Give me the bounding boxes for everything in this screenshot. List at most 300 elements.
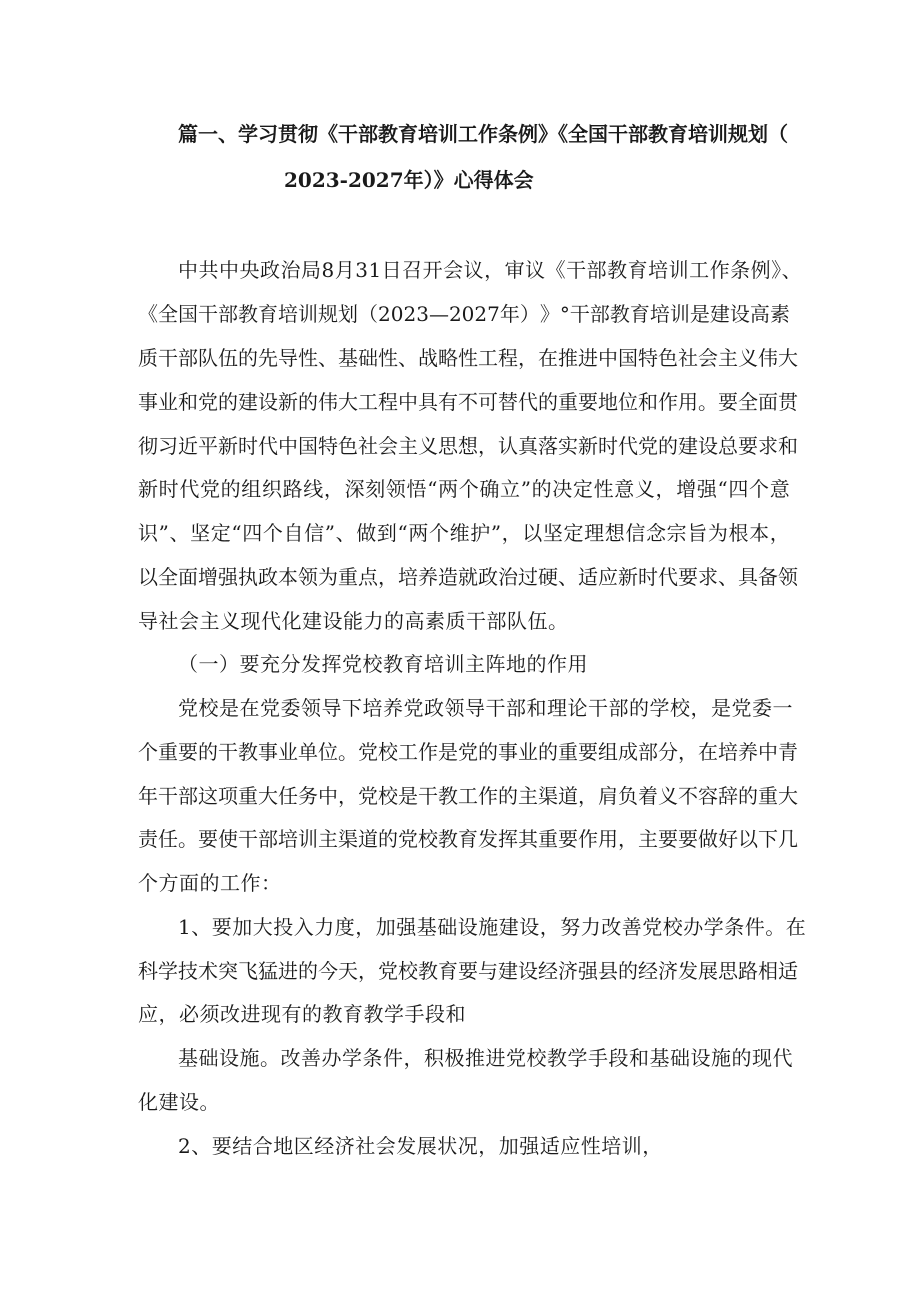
text-glyph: 色 bbox=[338, 434, 358, 458]
text-glyph: 做 bbox=[698, 827, 718, 851]
text-glyph: 训 bbox=[298, 302, 318, 326]
text-glyph: 。 bbox=[698, 390, 718, 414]
text-glyph: 高 bbox=[749, 302, 770, 326]
text-glyph: 时 bbox=[598, 434, 618, 458]
text-glyph: 业 bbox=[158, 390, 178, 414]
text-glyph: 校 bbox=[378, 740, 398, 764]
paragraph-2-line-1: 党校是在党委领导下培养党政领导干部和理论干部的学校，是党委一 bbox=[178, 696, 793, 720]
text-glyph: 代 bbox=[518, 390, 538, 414]
text-glyph: 发 bbox=[678, 959, 698, 983]
text-glyph: 0 bbox=[390, 302, 404, 326]
text-glyph: 义 bbox=[738, 346, 758, 370]
text-glyph: 业 bbox=[278, 740, 298, 764]
text-glyph: 养 bbox=[418, 565, 438, 589]
text-glyph: 发 bbox=[478, 827, 498, 851]
text-glyph: 主 bbox=[398, 434, 418, 458]
text-glyph: 实 bbox=[558, 434, 578, 458]
text-glyph: 作 bbox=[658, 390, 678, 414]
text-glyph: 主 bbox=[518, 784, 538, 808]
text-glyph: 要 bbox=[558, 827, 578, 851]
text-glyph: 队 bbox=[198, 346, 218, 370]
text-glyph: 育 bbox=[258, 302, 278, 326]
text-glyph: 要 bbox=[578, 740, 598, 764]
text-glyph: 以 bbox=[738, 827, 758, 851]
text-glyph: 个 bbox=[749, 477, 770, 501]
text-glyph: 过 bbox=[518, 565, 538, 589]
paragraph-2-line-4 bbox=[138, 827, 798, 851]
text-glyph: 时 bbox=[238, 434, 258, 458]
text-glyph: 本 bbox=[278, 565, 298, 589]
text-glyph: 定 bbox=[572, 477, 593, 501]
text-glyph: 的 bbox=[618, 959, 638, 983]
text-glyph: 宗 bbox=[666, 521, 687, 545]
text-glyph: ” bbox=[490, 521, 502, 545]
text-glyph: 根 bbox=[728, 521, 749, 545]
text-glyph: 点 bbox=[358, 565, 378, 589]
text-glyph: 硬 bbox=[538, 565, 558, 589]
text-glyph: 学 bbox=[158, 959, 178, 983]
text-glyph: 党 bbox=[198, 390, 218, 414]
text-glyph: ， bbox=[323, 477, 344, 501]
text-glyph: 2 bbox=[403, 302, 417, 326]
text-glyph: 应 bbox=[598, 565, 618, 589]
text-glyph: 党 bbox=[199, 477, 220, 501]
text-glyph: 单 bbox=[298, 740, 318, 764]
text-glyph: 部 bbox=[178, 784, 198, 808]
paragraph-1-line-7 bbox=[138, 523, 790, 543]
text-glyph: 会 bbox=[378, 434, 398, 458]
text-glyph: 中 bbox=[758, 740, 778, 764]
text-glyph: 主 bbox=[638, 827, 658, 851]
text-glyph: 意 bbox=[614, 477, 635, 501]
text-glyph: 推 bbox=[558, 346, 578, 370]
text-glyph: 面 bbox=[758, 390, 778, 414]
text-glyph: 要 bbox=[718, 390, 738, 414]
text-glyph: 7 bbox=[487, 302, 500, 326]
text-glyph: 展 bbox=[698, 959, 718, 983]
text-glyph: 坚 bbox=[190, 521, 211, 545]
text-glyph: 培 bbox=[278, 302, 298, 326]
text-glyph: 划 bbox=[338, 302, 358, 326]
text-glyph: ， bbox=[678, 740, 698, 764]
text-glyph: 建 bbox=[238, 390, 258, 414]
text-glyph: 领 bbox=[385, 477, 406, 501]
text-glyph: 国 bbox=[178, 302, 198, 326]
paragraph-1-line-1: 中共中央政治局8月31日召开会议，审议《干部教育培训工作条例》、 bbox=[178, 258, 803, 282]
text-glyph: ， bbox=[769, 521, 790, 545]
text-glyph: 业 bbox=[518, 740, 538, 764]
text-glyph: 想 bbox=[458, 434, 478, 458]
text-glyph: 不 bbox=[458, 390, 478, 414]
text-glyph: 质 bbox=[138, 346, 158, 370]
text-glyph: “ bbox=[397, 521, 408, 545]
text-glyph: 定 bbox=[563, 521, 584, 545]
text-glyph: 教 bbox=[438, 784, 458, 808]
text-glyph: 培 bbox=[649, 302, 670, 326]
paragraph-1-line-4 bbox=[138, 390, 798, 414]
text-glyph: 、 bbox=[718, 565, 738, 589]
text-glyph: 面 bbox=[178, 565, 198, 589]
text-glyph: 战 bbox=[418, 346, 438, 370]
text-glyph: 技 bbox=[178, 959, 198, 983]
text-glyph: 念 bbox=[646, 521, 667, 545]
item-1-line-2 bbox=[138, 959, 798, 983]
text-glyph: 、 bbox=[318, 346, 338, 370]
text-glyph: 辞 bbox=[718, 784, 738, 808]
text-glyph: 事 bbox=[258, 740, 278, 764]
text-glyph: 基 bbox=[338, 346, 358, 370]
text-glyph: 路 bbox=[738, 959, 758, 983]
text-glyph: 重 bbox=[758, 784, 778, 808]
text-glyph: 育 bbox=[458, 827, 478, 851]
text-glyph: 和 bbox=[638, 390, 658, 414]
text-glyph: 增 bbox=[198, 565, 218, 589]
text-glyph: 要 bbox=[658, 827, 678, 851]
text-glyph: 贯 bbox=[778, 390, 798, 414]
text-glyph: 代 bbox=[258, 434, 278, 458]
text-glyph: 的 bbox=[538, 390, 558, 414]
text-glyph: 的 bbox=[220, 477, 241, 501]
text-glyph: 新 bbox=[218, 434, 238, 458]
document-title-line-1: 篇一、学习贯彻《干部教育培训工作条例》《全国干部教育培训规划（ bbox=[178, 122, 788, 146]
text-glyph: ° bbox=[559, 302, 570, 326]
text-glyph: 要 bbox=[738, 434, 758, 458]
text-glyph: 时 bbox=[638, 565, 658, 589]
text-glyph: 设 bbox=[698, 434, 718, 458]
text-glyph: 务 bbox=[298, 784, 318, 808]
text-glyph: 事 bbox=[498, 740, 518, 764]
text-glyph: 是 bbox=[438, 740, 458, 764]
text-glyph: “ bbox=[427, 477, 438, 501]
text-glyph: 程 bbox=[498, 346, 518, 370]
text-glyph: 干 bbox=[198, 302, 218, 326]
text-glyph: 的 bbox=[378, 827, 398, 851]
text-glyph: 校 bbox=[378, 784, 398, 808]
text-glyph: 要 bbox=[458, 959, 478, 983]
text-glyph: 建 bbox=[498, 959, 518, 983]
text-glyph: 到 bbox=[376, 521, 397, 545]
text-glyph: 经 bbox=[538, 959, 558, 983]
text-glyph: 具 bbox=[418, 390, 438, 414]
text-glyph: 的 bbox=[198, 740, 218, 764]
text-glyph: 以 bbox=[522, 521, 543, 545]
text-glyph: 在 bbox=[698, 740, 718, 764]
text-glyph: 2 bbox=[378, 302, 391, 326]
paragraph-2-line-5: 个方面的工作： bbox=[138, 871, 282, 895]
text-glyph: 设 bbox=[258, 390, 278, 414]
text-glyph: 重 bbox=[558, 740, 578, 764]
text-glyph: 础 bbox=[358, 346, 378, 370]
text-glyph: 线 bbox=[303, 477, 324, 501]
text-glyph: 治 bbox=[498, 565, 518, 589]
text-glyph: 济 bbox=[658, 959, 678, 983]
text-glyph: 要 bbox=[678, 565, 698, 589]
text-glyph: 地 bbox=[598, 390, 618, 414]
text-glyph: 相 bbox=[758, 959, 778, 983]
text-glyph: 党 bbox=[398, 827, 418, 851]
item-1-line-1: 1、要加大投入力度，加强基础设施建设，努力改善党校办学条件。在 bbox=[178, 915, 807, 939]
text-glyph: ， bbox=[358, 959, 378, 983]
text-glyph: 习 bbox=[158, 434, 178, 458]
text-glyph: 作 bbox=[578, 827, 598, 851]
text-glyph: 平 bbox=[198, 434, 218, 458]
text-glyph: 0 bbox=[461, 302, 475, 326]
text-glyph: 性 bbox=[458, 346, 478, 370]
text-glyph: 》 bbox=[539, 302, 560, 326]
text-glyph: 、 bbox=[169, 521, 190, 545]
text-glyph: 作 bbox=[418, 740, 438, 764]
text-glyph: 教 bbox=[238, 302, 258, 326]
text-glyph: 伟 bbox=[318, 390, 338, 414]
text-glyph: 2 bbox=[448, 302, 462, 326]
text-glyph: 求 bbox=[758, 434, 778, 458]
text-glyph: 想 bbox=[604, 521, 625, 545]
text-glyph: 理 bbox=[584, 521, 605, 545]
text-glyph: 意 bbox=[769, 477, 790, 501]
text-glyph: 程 bbox=[378, 390, 398, 414]
item-2-line-1: 2、要结合地区经济社会发展状况，加强适应性培训， bbox=[178, 1134, 663, 1158]
text-glyph: 要 bbox=[578, 390, 598, 414]
text-glyph: 做 bbox=[356, 521, 377, 545]
text-glyph: 政 bbox=[478, 565, 498, 589]
text-glyph: 部 bbox=[258, 827, 278, 851]
text-glyph: 项 bbox=[218, 784, 238, 808]
text-glyph: 造 bbox=[438, 565, 458, 589]
text-glyph: 责 bbox=[138, 827, 158, 851]
text-glyph: 彻 bbox=[138, 434, 158, 458]
paragraph-3-line-1: 基础设施。改善办学条件，积极推进党校教学手段和基础设施的现代 bbox=[178, 1046, 793, 1070]
text-glyph: 重 bbox=[238, 784, 258, 808]
text-glyph: 有 bbox=[438, 390, 458, 414]
item-1-line-3: 应，必须改进现有的教育教学手段和 bbox=[138, 1002, 466, 1026]
text-glyph: 用 bbox=[598, 827, 618, 851]
text-glyph: 两 bbox=[408, 521, 429, 545]
text-glyph: 任 bbox=[278, 784, 298, 808]
text-glyph: 事 bbox=[138, 390, 158, 414]
text-glyph: 容 bbox=[698, 784, 718, 808]
text-glyph: 义 bbox=[634, 477, 655, 501]
paragraph-1-line-2 bbox=[138, 304, 790, 324]
text-glyph: 校 bbox=[418, 827, 438, 851]
text-glyph: 本 bbox=[749, 521, 770, 545]
text-glyph: 要 bbox=[178, 740, 198, 764]
text-glyph: 中 bbox=[598, 346, 618, 370]
text-glyph: 的 bbox=[218, 390, 238, 414]
text-glyph: 国 bbox=[618, 346, 638, 370]
text-glyph: 干 bbox=[238, 827, 258, 851]
text-glyph: 、 bbox=[398, 346, 418, 370]
text-glyph: 用 bbox=[678, 390, 698, 414]
text-glyph: 个 bbox=[262, 521, 283, 545]
text-glyph: 色 bbox=[658, 346, 678, 370]
text-glyph: 干 bbox=[218, 740, 238, 764]
text-glyph: 全 bbox=[158, 302, 178, 326]
text-glyph: 义 bbox=[418, 434, 438, 458]
text-glyph: 年 bbox=[138, 784, 158, 808]
text-glyph: 执 bbox=[238, 565, 258, 589]
text-glyph: ， bbox=[655, 477, 676, 501]
text-glyph: 下 bbox=[758, 827, 778, 851]
text-glyph: 为 bbox=[318, 565, 338, 589]
text-glyph: 自 bbox=[283, 521, 304, 545]
text-glyph: 育 bbox=[629, 302, 650, 326]
text-glyph: 社 bbox=[678, 346, 698, 370]
text-glyph: 作 bbox=[478, 784, 498, 808]
text-glyph: 干 bbox=[418, 784, 438, 808]
text-glyph: 信 bbox=[625, 521, 646, 545]
text-glyph: 的 bbox=[738, 784, 758, 808]
text-glyph: ， bbox=[501, 521, 522, 545]
text-glyph: — bbox=[428, 302, 449, 326]
text-glyph: 党 bbox=[638, 434, 658, 458]
text-glyph: 领 bbox=[298, 565, 318, 589]
text-glyph: 新 bbox=[278, 390, 298, 414]
text-glyph: 主 bbox=[718, 346, 738, 370]
text-glyph: 四 bbox=[242, 521, 263, 545]
text-glyph: 旨 bbox=[687, 521, 708, 545]
text-glyph: 科 bbox=[138, 959, 158, 983]
text-glyph: 干 bbox=[158, 346, 178, 370]
text-glyph: 、 bbox=[558, 565, 578, 589]
paragraph-1-line-8 bbox=[138, 565, 798, 589]
text-glyph: 建 bbox=[709, 302, 730, 326]
text-glyph: 是 bbox=[689, 302, 710, 326]
text-glyph: 其 bbox=[518, 827, 538, 851]
text-glyph: ” bbox=[520, 477, 531, 501]
text-glyph: 年 bbox=[499, 302, 520, 326]
text-glyph: 中 bbox=[278, 434, 298, 458]
text-glyph: 中 bbox=[398, 390, 418, 414]
text-glyph: 建 bbox=[678, 434, 698, 458]
text-glyph: 术 bbox=[198, 959, 218, 983]
text-glyph: 适 bbox=[778, 959, 798, 983]
text-glyph: 以 bbox=[138, 565, 158, 589]
text-glyph: 的 bbox=[298, 959, 318, 983]
text-glyph: 教 bbox=[609, 302, 630, 326]
text-glyph: 个 bbox=[458, 477, 479, 501]
text-glyph: 维 bbox=[449, 521, 470, 545]
text-glyph: 渠 bbox=[538, 784, 558, 808]
text-glyph: 特 bbox=[318, 434, 338, 458]
text-glyph: 伟 bbox=[758, 346, 778, 370]
text-glyph: 深 bbox=[344, 477, 365, 501]
text-glyph: 县 bbox=[598, 959, 618, 983]
text-glyph: 领 bbox=[778, 565, 798, 589]
text-glyph: 工 bbox=[358, 390, 378, 414]
text-glyph: 今 bbox=[318, 959, 338, 983]
text-glyph: 养 bbox=[738, 740, 758, 764]
text-glyph: 育 bbox=[438, 959, 458, 983]
text-glyph: 重 bbox=[558, 390, 578, 414]
text-glyph: 大 bbox=[258, 784, 278, 808]
text-glyph: 信 bbox=[304, 521, 325, 545]
text-glyph: 特 bbox=[638, 346, 658, 370]
text-glyph: 四 bbox=[728, 477, 749, 501]
text-glyph: 突 bbox=[218, 959, 238, 983]
text-glyph: 伍 bbox=[218, 346, 238, 370]
text-glyph: 具 bbox=[738, 565, 758, 589]
text-glyph: 思 bbox=[718, 959, 738, 983]
text-glyph: 的 bbox=[531, 477, 552, 501]
text-glyph: 真 bbox=[518, 434, 538, 458]
text-glyph: 的 bbox=[538, 740, 558, 764]
text-glyph: 性 bbox=[298, 346, 318, 370]
text-glyph: 略 bbox=[438, 346, 458, 370]
text-glyph: 路 bbox=[282, 477, 303, 501]
text-glyph: 大 bbox=[338, 390, 358, 414]
text-glyph: 与 bbox=[478, 959, 498, 983]
text-glyph: 青 bbox=[778, 740, 798, 764]
text-glyph: 的 bbox=[298, 390, 318, 414]
text-glyph: ” bbox=[324, 521, 335, 545]
text-glyph: 济 bbox=[558, 959, 578, 983]
text-glyph: 重 bbox=[538, 827, 558, 851]
text-glyph: 近 bbox=[178, 434, 198, 458]
text-glyph: 干 bbox=[569, 302, 590, 326]
text-glyph: 刻 bbox=[365, 477, 386, 501]
text-glyph: 重 bbox=[338, 565, 358, 589]
text-glyph: 渠 bbox=[338, 827, 358, 851]
paragraph-3-line-2: 化建设。 bbox=[138, 1090, 220, 1114]
text-glyph: 全 bbox=[738, 390, 758, 414]
text-glyph: 道 bbox=[358, 827, 378, 851]
text-glyph: 教 bbox=[418, 959, 438, 983]
text-glyph: 设 bbox=[729, 302, 750, 326]
text-glyph: 强 bbox=[578, 959, 598, 983]
text-glyph: 培 bbox=[278, 827, 298, 851]
text-glyph: 导 bbox=[278, 346, 298, 370]
text-glyph: 着 bbox=[638, 784, 658, 808]
text-glyph: ， bbox=[338, 784, 358, 808]
text-glyph: 培 bbox=[398, 565, 418, 589]
text-glyph: 的 bbox=[238, 346, 258, 370]
text-glyph: 落 bbox=[538, 434, 558, 458]
text-glyph: 、 bbox=[335, 521, 356, 545]
text-glyph: 工 bbox=[478, 346, 498, 370]
text-glyph: 部 bbox=[638, 740, 658, 764]
text-glyph: 几 bbox=[778, 827, 798, 851]
text-glyph: 猛 bbox=[258, 959, 278, 983]
text-glyph: 培 bbox=[718, 740, 738, 764]
text-glyph: 新 bbox=[618, 565, 638, 589]
text-glyph: 《 bbox=[138, 302, 158, 326]
text-glyph: 替 bbox=[498, 390, 518, 414]
text-glyph: 任 bbox=[158, 827, 178, 851]
text-glyph: 的 bbox=[498, 784, 518, 808]
text-glyph: 性 bbox=[378, 346, 398, 370]
text-glyph: 是 bbox=[398, 784, 418, 808]
paragraph-1-line-3 bbox=[138, 346, 798, 370]
text-glyph: 备 bbox=[758, 565, 778, 589]
text-glyph: 总 bbox=[718, 434, 738, 458]
text-glyph: 位 bbox=[618, 390, 638, 414]
paragraph-1-line-6 bbox=[138, 479, 790, 499]
text-glyph: 肩 bbox=[598, 784, 618, 808]
text-glyph: 天 bbox=[338, 959, 358, 983]
text-glyph: 认 bbox=[498, 434, 518, 458]
text-glyph: 的 bbox=[658, 434, 678, 458]
text-glyph: 大 bbox=[778, 346, 798, 370]
text-glyph: 为 bbox=[707, 521, 728, 545]
text-glyph: 挥 bbox=[498, 827, 518, 851]
text-glyph: 社 bbox=[358, 434, 378, 458]
text-glyph: 新 bbox=[138, 477, 158, 501]
text-glyph: 党 bbox=[458, 740, 478, 764]
text-glyph: 政 bbox=[258, 565, 278, 589]
text-glyph: 代 bbox=[658, 565, 678, 589]
paragraph-2-line-3 bbox=[138, 784, 798, 808]
text-glyph: 党 bbox=[358, 740, 378, 764]
